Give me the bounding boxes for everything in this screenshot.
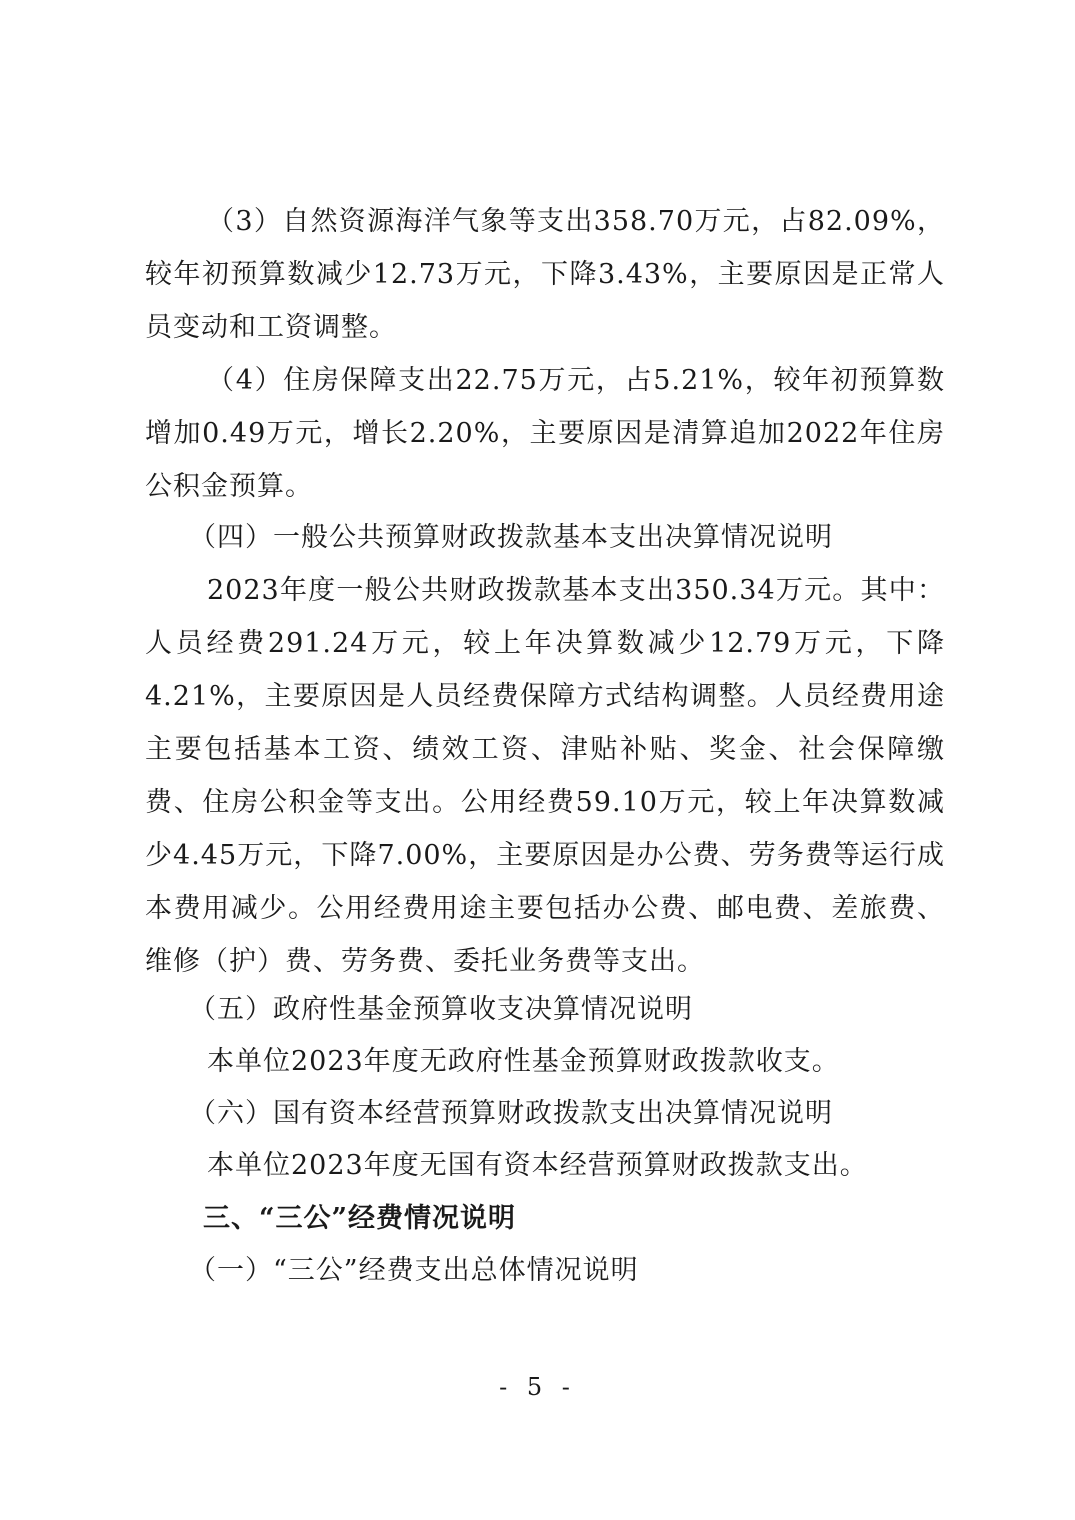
heading-state-capital: （六）国有资本经营预算财政拨款支出决算情况说明 xyxy=(189,1098,833,1129)
paragraph-state-capital: 本单位2023年度无国有资本经营预算财政拨款支出。 xyxy=(207,1150,868,1181)
heading-three-public-expenses: 三、“三公”经费情况说明 xyxy=(203,1203,517,1234)
paragraph-government-fund: 本单位2023年度无政府性基金预算财政拨款收支。 xyxy=(207,1046,840,1077)
paragraph-natural-resources-expenditure: （3）自然资源海洋气象等支出358.70万元，占82.09%，较年初预算数减少12.73万元，下降3.43%，主要原因是正常人员变动和工资调整。 xyxy=(145,206,945,343)
paragraph-basic-expenditure: 2023年度一般公共财政拨款基本支出350.34万元。其中：人员经费291.24万元，较上年决算数减少12.79万元，下降4.21%，主要原因是人员经费保障方式结构调整。人员经费用途主要包括基本工资、绩效工资、津贴补贴、奖金、社会保障缴费、住房公积金等支出。公用经费59.10万元，较上年决算数减少4.45万元，下降7.00%，主要原因是办公费、劳务费等运行成本费用减少。公用经费用途主要包括办公费、邮电费、差旅费、维修（护）费、劳务费、委托业务费等支出。 xyxy=(145,575,945,977)
heading-three-public-overall: （一）“三公”经费支出总体情况说明 xyxy=(189,1255,639,1286)
page-number: - 5 - xyxy=(499,1373,576,1401)
paragraph-housing-expenditure: （4）住房保障支出22.75万元，占5.21%，较年初预算数增加0.49万元，增长2.20%，主要原因是清算追加2022年住房公积金预算。 xyxy=(145,365,945,502)
heading-basic-expenditure: （四）一般公共预算财政拨款基本支出决算情况说明 xyxy=(189,522,833,553)
heading-government-fund: （五）政府性基金预算收支决算情况说明 xyxy=(189,994,693,1025)
